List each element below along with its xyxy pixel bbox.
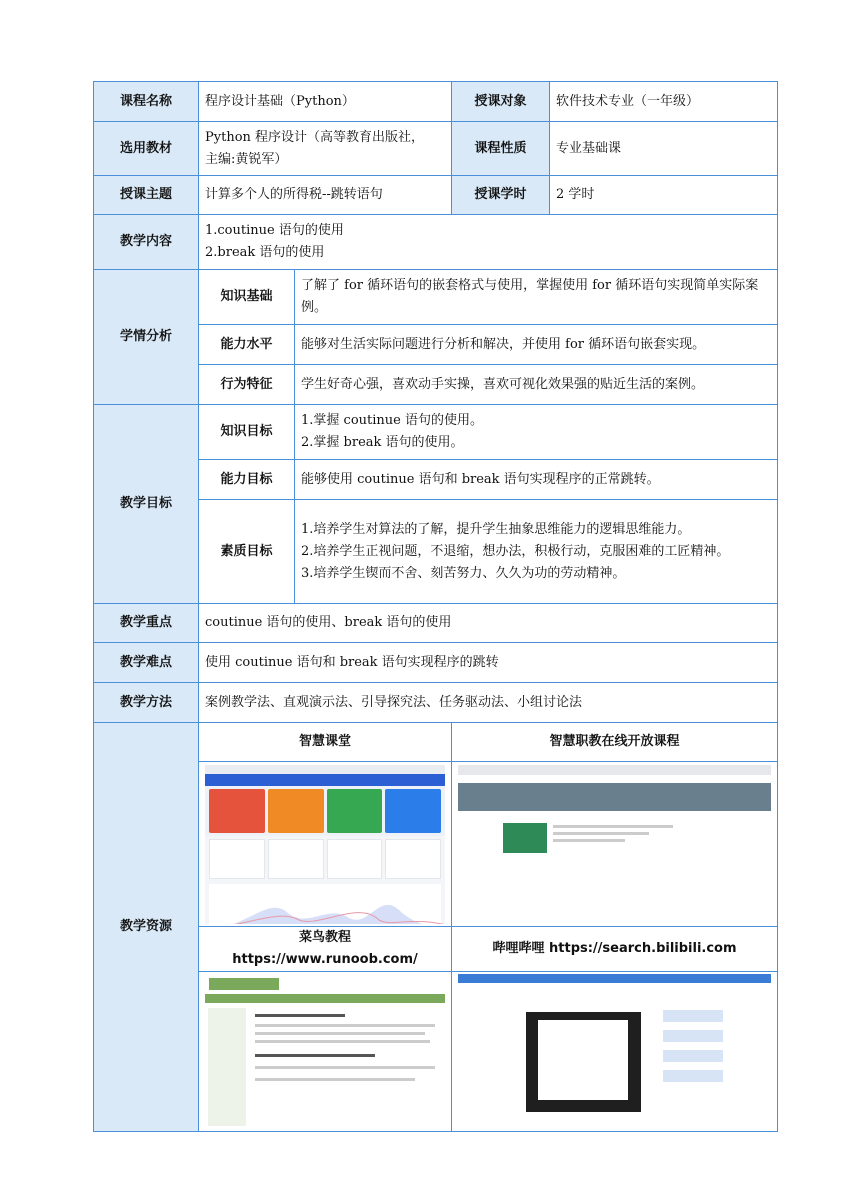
resource-bilibili-screenshot: [452, 972, 778, 1132]
goal-quality-line-3: 3.培养学生锲而不舍、刻苦努力、久久为功的劳动精神。: [301, 565, 626, 581]
value-goal-knowledge: [295, 405, 778, 460]
label-difficulties: 教学难点: [94, 643, 199, 683]
label-analysis-knowledge: 知识基础: [199, 270, 295, 325]
label-goal-knowledge: 知识目标: [199, 405, 295, 460]
runoob-image: [205, 974, 445, 1130]
label-content: 教学内容: [94, 215, 199, 270]
value-audience: 软件技术专业（一年级）: [550, 82, 778, 122]
resource-bilibili-title: 哔哩哔哩 https://search.bilibili.com: [452, 927, 778, 972]
row-course-name: [94, 82, 778, 122]
value-topic: 计算多个人的所得税--跳转语句: [199, 176, 452, 215]
smart-classroom-image: [205, 765, 445, 924]
value-course-type: 专业基础课: [550, 122, 778, 176]
value-key-points: coutinue 语句的使用、break 语句的使用: [199, 604, 778, 643]
label-analysis: 学情分析: [94, 270, 199, 405]
label-goal-ability: 能力目标: [199, 460, 295, 500]
row-goal-knowledge: [94, 405, 778, 460]
resource-runoob-screenshot: [199, 972, 452, 1132]
row-content: [94, 215, 778, 270]
value-analysis-ability: 能够对生活实际问题进行分析和解决，并使用 for 循环语句嵌套实现。: [295, 325, 778, 365]
goal-knowledge-line-1: 1.掌握 coutinue 语句的使用。: [301, 413, 483, 428]
row-methods: [94, 683, 778, 723]
goal-quality-line-2: 2.培养学生正视问题，不退缩，想办法，积极行动，克服困难的工匠精神。: [301, 543, 730, 559]
value-analysis-behavior: 学生好奇心强，喜欢动手实操，喜欢可视化效果强的贴近生活的案例。: [295, 365, 778, 405]
value-analysis-knowledge: 了解了 for 循环语句的嵌套格式与使用，掌握使用 for 循环语句实现简单实际案例。: [295, 270, 778, 325]
content-line-1: 1.coutinue 语句的使用: [205, 223, 344, 238]
row-analysis-knowledge: [94, 270, 778, 325]
value-methods: 案例教学法、直观演示法、引导探究法、任务驱动法、小组讨论法: [199, 683, 778, 723]
online-course-image: [458, 765, 771, 924]
row-topic: [94, 176, 778, 215]
label-course-name: 课程名称: [94, 82, 199, 122]
label-goal-quality: 素质目标: [199, 500, 295, 604]
value-difficulties: 使用 coutinue 语句和 break 语句实现程序的跳转: [199, 643, 778, 683]
goal-quality-line-1: 1.培养学生对算法的了解，提升学生抽象思维能力的逻辑思维能力。: [301, 521, 691, 537]
label-audience: 授课对象: [452, 82, 550, 122]
label-course-type: 课程性质: [452, 122, 550, 176]
value-goal-quality: [295, 500, 778, 604]
value-hours: 2 学时: [550, 176, 778, 215]
label-key-points: 教学重点: [94, 604, 199, 643]
label-resources: 教学资源: [94, 723, 199, 1132]
resource-smart-classroom-screenshot: [199, 762, 452, 927]
label-methods: 教学方法: [94, 683, 199, 723]
label-hours: 授课学时: [452, 176, 550, 215]
row-textbook: [94, 122, 778, 176]
label-topic: 授课主题: [94, 176, 199, 215]
row-key-points: [94, 604, 778, 643]
resource-smart-classroom-title: 智慧课堂: [199, 723, 452, 762]
textbook-line-1: Python 程序设计（高等教育出版社，: [205, 129, 425, 145]
label-analysis-behavior: 行为特征: [199, 365, 295, 405]
lesson-plan-table: [93, 81, 778, 1132]
value-textbook: [199, 122, 452, 176]
goal-knowledge-line-2: 2.掌握 break 语句的使用。: [301, 435, 464, 450]
value-course-name: 程序设计基础（Python）: [199, 82, 452, 122]
value-goal-ability: 能够使用 coutinue 语句和 break 语句实现程序的正常跳转。: [295, 460, 778, 500]
content-line-2: 2.break 语句的使用: [205, 245, 325, 260]
label-textbook: 选用教材: [94, 122, 199, 176]
label-goals: 教学目标: [94, 405, 199, 604]
row-resources-header-1: [94, 723, 778, 762]
resource-online-course-screenshot: [452, 762, 778, 927]
label-analysis-ability: 能力水平: [199, 325, 295, 365]
bilibili-image: [458, 974, 771, 1130]
resource-runoob-title: 菜鸟教程 https://www.runoob.com/: [199, 927, 452, 972]
textbook-line-2: 主编:黄锐军）: [205, 151, 288, 167]
resource-online-course-title: 智慧职教在线开放课程: [452, 723, 778, 762]
row-difficulties: [94, 643, 778, 683]
value-content: [199, 215, 778, 270]
